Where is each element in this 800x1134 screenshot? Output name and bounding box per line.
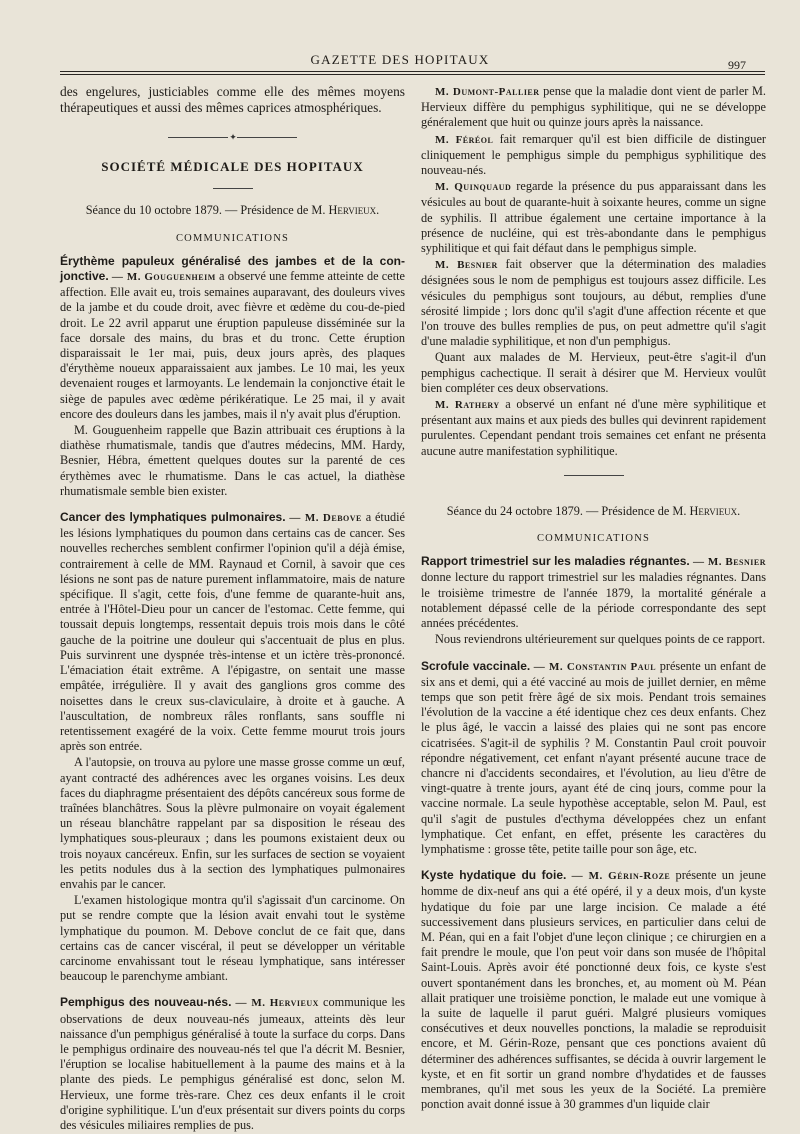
speaker-name: — M. Hervieux	[235, 997, 319, 1010]
discussion-dumontpallier	[421, 84, 766, 131]
paragraph: L'examen histologique montra qu'il s'agissait d'un carcinome. On put se rendre compte que la lésion avait envahi tout le système lymphatique du poumon. M. Debove conclut de ce fait que, dans certains cas de cancer viscéral, il peut se développer un véritable carcinome envahissant tout le réseau lymphatique, sans intéresser beaucoup le parenchyme ambiant.	[60, 893, 405, 984]
society-title: SOCIÉTÉ MÉDICALE DES HOPITAUX	[101, 159, 364, 175]
session-heading-1	[60, 203, 405, 218]
header-rule	[60, 71, 765, 72]
discussion-besnier	[421, 257, 766, 349]
session-heading-2	[421, 504, 766, 519]
paragraph: Nous reviendrons ultérieurement sur quelques points de ce rapport.	[435, 632, 766, 647]
article-title: Érythème papuleux généralisé des jambes et de la con-jonctive.	[60, 253, 405, 284]
speaker-name: — M. Debove	[289, 512, 362, 525]
header-rule-double	[60, 74, 765, 75]
speaker-name: — M. Besnier	[692, 556, 766, 569]
article-text: présente un enfant de six ans et demi, qui a été vacciné au mois de juillet dernier, en même temps que son petit frère âgé de six mois. Pendant trois semaines l'évolution de la vaccine a été identique chez ces deux enfants. Chez le plus âgé, le vaccin a laissé des plaies qui ne sont pas encore cicatrisées. S'agit-il de syphilis ? M. Constantin Paul croit pouvoir répondre négativement, cet enfant n'ayant présenté aucune trace de chancre ni d'accidents secondaires, et l'évolution, au lieu d'être de vingt-quatre à trente jours, ayant été de cinq jours, comme pour la vaccine normale. La seule hypothèse acceptable, selon M. Paul, est qu'il s'agit de pustules d'ecthyma développées chez un enfant lymphatique. Cet enfant, en effet, présente les caractères du lymphatisme : grosse tête, petite taille pour son âge, etc.	[421, 658, 766, 856]
article-title: Pemphigus des nouveau-nés.	[60, 995, 232, 1010]
paragraph: M. Gouguenheim rappelle que Bazin attribuait ces éruptions à la diathèse rhumatismale, tandis que d'autres médecins, MM. Hardy, Besnier, Hébra, émettent quelques doutes sur la parenté de ces érythèmes avec le rhumatisme. Dans le cas actuel, la diathèse rhumatismale semble bien exister.	[60, 423, 405, 498]
article-scrofule	[421, 659, 766, 858]
discussion-text: pense que la maladie dont vient de parler M. Hervieux diffère du pemphigus syphilitique, qui ne se développe généralement que huit ou quinze jours après la naissance.	[421, 84, 766, 130]
discussion-rathery	[421, 397, 766, 459]
communications-heading: COMMUNICATIONS	[536, 533, 651, 545]
article-text: a étudié les lésions lymphatiques du poumon dans certains cas de cancer. Ses nouvelles recherches semblent confirmer l'opinion qu'il a déjà émise, contrairement à celle de MM. Raynaud et Cornil, à savoir que ces lésions ne sont pas de nature purement inflammatoire, mais de nature spécifique. Il s'agit, cette fois, d'une femme de quarante-huit ans, entrée à l'Hôtel-Dieu pour un cancer de l'estomac. Cette femme, qui toussait depuis longtemps, ressentait depuis trois mois dans le côté gauche de la poitrine une douleur qui s'accentuait de plus en plus. Puis survinrent une dyspnée très-intense et un ictère très-prononcé. L'émaciation était extrême. A l'épigastre, on sentait une masse empâtée, irrégulière. Il y avait des ganglions gros comme des noisettes dans le creux sus-claviculaire, à droite et à gauche. A l'auscultation, de nombreux râles ronflants, sans souffle ni retentissement exagéré de la voix. Cette femme mourut trois jours après son entrée.	[60, 510, 405, 754]
article-kyste	[421, 868, 766, 1112]
article-pemphigus	[60, 995, 405, 1133]
speaker-name: — M. Gérin-Roze	[571, 870, 671, 883]
article-text: donne lecture du rapport trimestriel sur les maladies régnantes. Dans le troisième trimestre de l'année 1879, la mortalité générale a notablement dépassé celle de la période correspondante des sept années précédentes.	[421, 570, 766, 631]
article-text: a observé une femme atteinte de cette affection. Elle avait eu, trois semaines auparavant, des douleurs vives de la jambe et du coude droit, avec fièvre et œdème du cou-de-pied droit. Le 22 avril apparut une éruption papuleuse disséminée sur la face dorsale des mains, du bras et du tronc. Cette éruption disparaissait le 1er mai, puis, deux jours après, des plaques d'érythème noueux apparaissaient aux jambes. Le 10 mai, les yeux devenaient rouges et larmoyants. Le lendemain la conjonctive était le siège de papules avec œdème périkératique. Le 25 mai, il y avait encore des douleurs dans les jambes, mais il n'y avait plus d'éruption.	[60, 269, 405, 421]
communications-heading: COMMUNICATIONS	[175, 232, 290, 244]
speaker-name: M. Rathery	[435, 399, 500, 412]
short-rule	[213, 188, 253, 189]
session-date: Séance du 10 octobre 1879. — Présidence de M.	[85, 203, 326, 218]
session-date: Séance du 24 octobre 1879. — Présidence de M.	[446, 503, 687, 518]
article-title: Scrofule vaccinale.	[421, 658, 531, 673]
lead-paragraph: des engelures, justiciables comme elle des mêmes moyens thérapeutiques et aussi des mêmes caprices atmosphériques.	[60, 84, 405, 115]
speaker-name: M. Quinquaud	[435, 181, 512, 194]
article-title: Kyste hydatique du foie.	[421, 868, 567, 883]
article-text: présente un jeune homme de dix-neuf ans qui a été opéré, il y a deux mois, d'un kyste hydatique du foie par une large incision. Ce malade a été successivement dans plusieurs services, en particulier dans celui de M. Péan, qui en a fait l'objet d'une leçon clinique ; ce chirurgien en a fait prendre le moule, que l'on peut voir dans son musée de l'hôpital Saint-Louis. Après avoir été ponctionné deux fois, ce kyste s'est ouvert spontanément dans les bronches, et, au moment où M. Péan allait pratiquer une troisième ponction, le malade eut une vomique à la suite de laquelle il parut guéri. Malgré plusieurs vomiques consécutives et deux nouvelles ponctions, la maladie se reproduisit encore, et M. Gérin-Roze, pensant que ces ponctions avaient dû déterminer des adhérences suffisantes, se décida à ouvrir largement le kyste, et en fit sortir un grand nombre d'hydatides et de fausses membranes, qu'il met sous les yeux de la Société. La première ponction avait donné issue à 30 grammes d'un liquide clair	[421, 868, 767, 1112]
ornament-divider: ✦	[60, 130, 405, 145]
discussion-quinquaud	[421, 179, 766, 256]
discussion-text: fait observer que la détermination des maladies désignées sous le nom de pemphigus est toujours assez difficile. Les vésicules du pemphigus sont toujours, au début, remplies d'une sérosité limpide ; lors donc qu'il s'agit d'une affection récente et que l'on trouve des bulles remplies de pus, on peut admettre qu'il s'agit d'une maladie syphilitique, et non d'un pemphigus.	[421, 257, 766, 349]
article-title: Cancer des lymphatiques pulmonaires.	[60, 510, 286, 525]
left-column	[60, 84, 405, 1134]
article-text: communique les observations de deux nouveau-nés jumeaux, atteints dès leur naissance d'un pemphigus généralisé à toute la surface du corps. Dans le pemphigus ordinaire des nouveau-nés tel que l'a décrit M. Besnier, l'éruption se localise habituellement à la paume des mains et à la plante des pieds. Le pemphigus généralisé est donc, selon M. Hervieux, une forme très-rare. Chez ces deux enfants il le croit d'origine syphilitique. L'un d'eux présentait sur divers points du corps des vésicules miliaires remplies de pus.	[60, 995, 405, 1132]
page-number: 997	[728, 58, 746, 72]
session-president: Hervieux.	[689, 503, 741, 518]
article-title: Rapport trimestriel sur les maladies régnantes.	[421, 554, 690, 569]
right-column	[421, 84, 766, 1113]
discussion-fereol	[421, 132, 766, 179]
paragraph: A l'autopsie, on trouva au pylore une masse grosse comme un œuf, ayant contracté des adhérences avec les organes voisins. Les deux faces du diaphragme présentaient des dépôts cancéreux sous forme de traînées blanchâtres. Sous la plèvre pulmonaire on voyait également un réseau blanchâtre rappelant par sa disposition le réseau des lymphatiques sous-pleuraux ; dans les poumons existaient deux ou trois noyaux cancéreux. Enfin, sur les surfaces de section se voyaient les petits nodules dus à la section des lymphatiques pulmonaires envahis par le cancer.	[60, 755, 405, 891]
discussion-text: regarde la présence du pus apparaissant dans les vésicules au bout de quarante-huit à soixante heures, comme un signe de syphilis. Il attribue également une certaine importance à la présence de nucléine, qui est très-abondante dans le pemphigus syphilitique et qui fait défaut dans le pemphigus simple.	[421, 179, 766, 256]
section-rule	[564, 475, 624, 476]
session-president: Hervieux.	[328, 203, 380, 218]
speaker-name: M. Dumont-Pallier	[435, 86, 540, 98]
speaker-name: — M. Constantin Paul	[533, 660, 657, 673]
speaker-name: — M. Gouguenheim	[111, 271, 216, 284]
discussion-text: a observé un enfant né d'une mère syphilitique et présentant aux mains et aux pieds des bulles qui devinrent rapidement purulentes. Cependant pendant trois semaines cet enfant ne présenta aucune autre manifestation syphilitique.	[421, 397, 766, 458]
article-cancer	[60, 510, 405, 754]
paragraph: Quant aux malades de M. Hervieux, peut-être s'agit-il d'un pemphigus cachectique. Il serait à désirer que M. Hervieux voulût bien compléter ces deux observations.	[421, 350, 766, 395]
discussion-text: fait remarquer qu'il est bien difficile de distinguer cliniquement le pemphigus simple du pemphigus syphilitique des nouveau-nés.	[421, 131, 767, 178]
speaker-name: M. Féréol	[435, 133, 494, 146]
speaker-name: M. Besnier	[435, 259, 498, 272]
running-title: GAZETTE DES HOPITAUX	[310, 52, 490, 67]
article-erytheme	[60, 254, 405, 422]
article-rapport	[421, 554, 766, 631]
